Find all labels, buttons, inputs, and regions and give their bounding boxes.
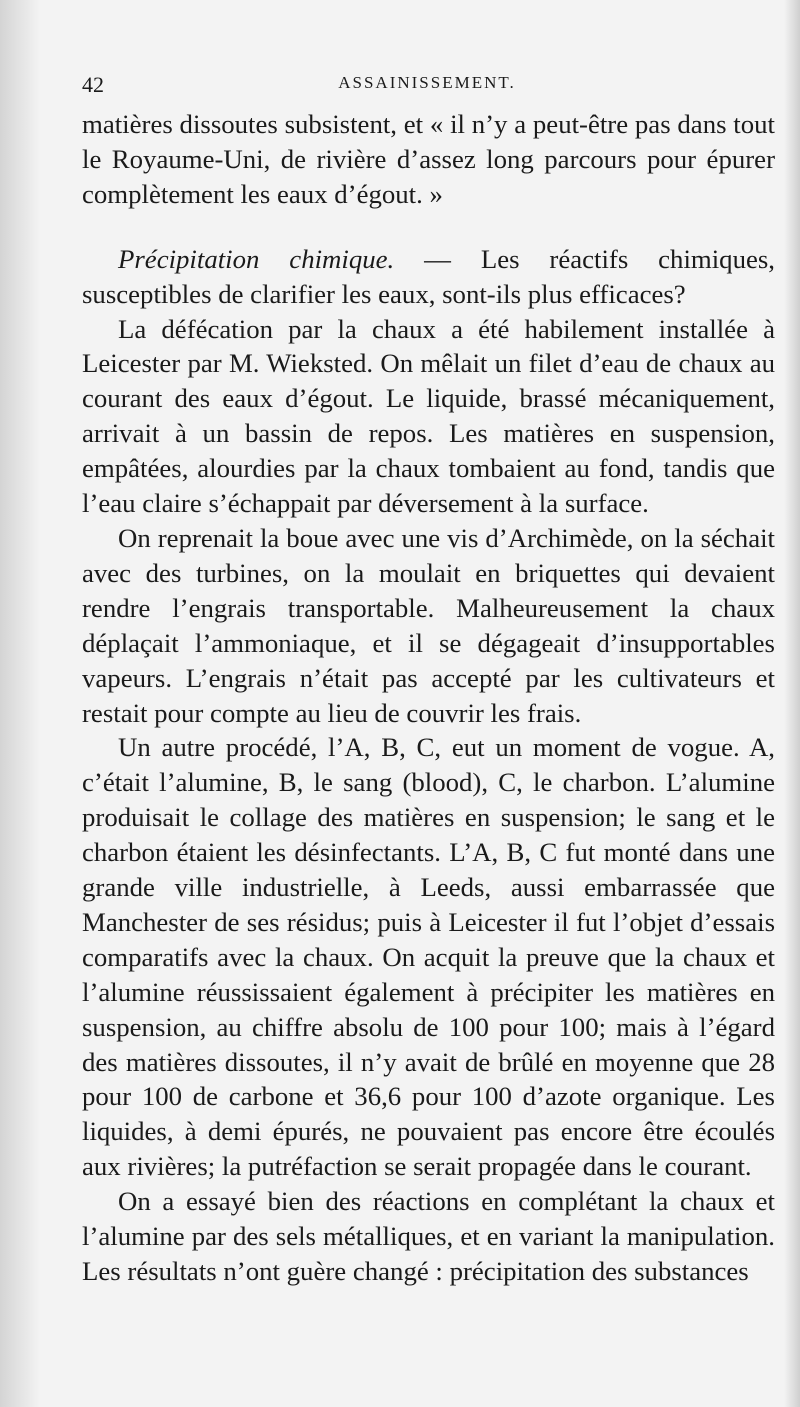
page-header bbox=[82, 72, 772, 102]
paragraph-archimede: On reprenait la boue avec une vis d’Archimède, on la séchait avec des turbines, on la moulait en briquettes qui devaient rendre l’engrais transportable. Malheureusement la chaux déplaçait l’ammoniaque, et il se dégageait d’insupportables vapeurs. L’engrais n’était pas accepté par les cultivateurs et restait pour compte au lieu de couvrir les frais. bbox=[82, 522, 775, 728]
section-paragraph-text: — Les réactifs chimiques, susceptibles de clarifier les eaux, sont-ils plus efficaces? bbox=[82, 243, 775, 309]
paragraph-abc-process: Un autre procédé, l’A, B, C, eut un moment de vogue. A, c’était l’alumine, B, le sang (blood), C, le charbon. L’alumine produisait le collage des matières en suspension; le sang et le charbon étaient les désinfectants. L’A, B, C fut monté dans une grande ville industrielle, à Leeds, aussi embarrassée que Manchester de ses résidus; puis à Leicester il fut l’objet d’essais comparatifs avec la chaux. On acquit la preuve que la chaux et l’alumine réussissaient également à précipiter les matières en suspension, au chiffre absolu de 100 pour 100; mais à l’égard des matières dissoutes, il n’y avait de brûlé en moyenne que 28 pour 100 de carbone et 36,6 pour 100 d’azote organique. Les liquides, à demi épurés, ne pouvaient pas encore être écoulés aux rivières; la putréfaction se serait propagée dans le courant. bbox=[82, 732, 775, 1182]
section-title: Précipitation chimique. bbox=[118, 243, 395, 274]
running-head: ASSAINISSEMENT. bbox=[338, 73, 516, 92]
paragraph-reactions: On a essayé bien des réactions en complétant la chaux et l’alumine par des sels métalliques, et en variant la manipulation. Les résultats n’ont guère changé : précipitation des substances bbox=[82, 1186, 775, 1286]
section-paragraph bbox=[82, 242, 775, 312]
paragraph-continuation: matières dissoutes subsistent, et « il n’y a peut-être pas dans tout le Royaume-Uni, de rivière d’assez long parcours pour épurer complètement les eaux d’égout. » bbox=[82, 109, 775, 209]
paragraph-leicester: La défécation par la chaux a été habilement installée à Leicester par M. Wieksted. On mêlait un filet d’eau de chaux au courant des eaux d’égout. Le liquide, brassé mécaniquement, arrivait à un bassin de repos. Les matières en suspension, empâtées, alourdies par la chaux tombaient au fond, tandis que l’eau claire s’échappait par déversement à la surface. bbox=[82, 313, 775, 519]
page-number: 42 bbox=[82, 72, 104, 97]
body-text bbox=[82, 107, 775, 1289]
